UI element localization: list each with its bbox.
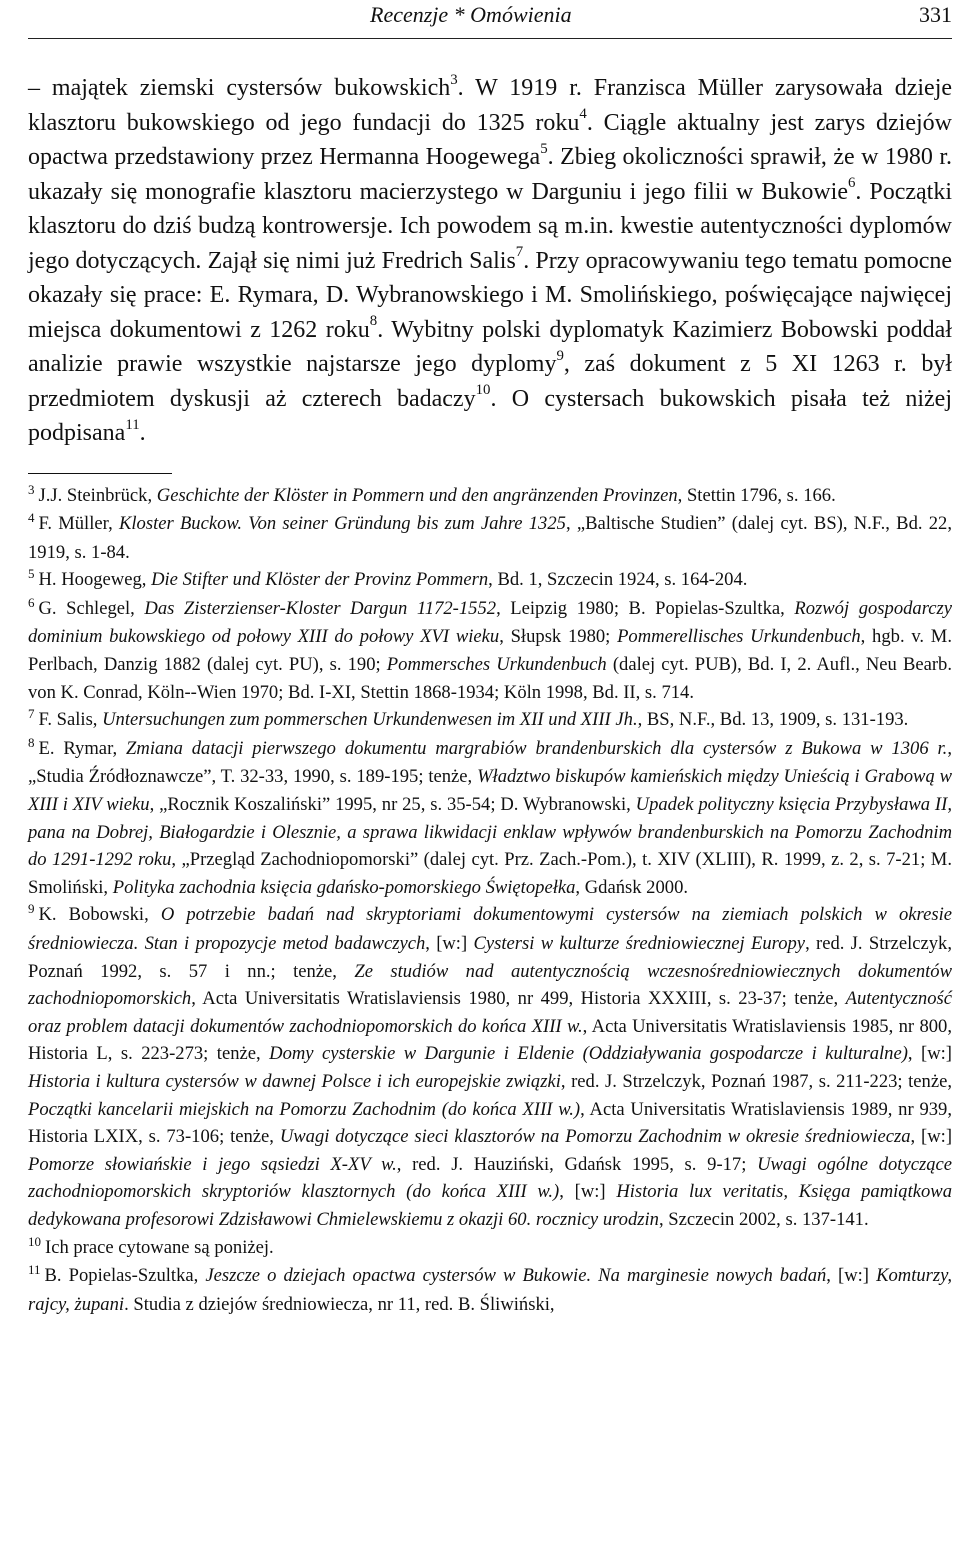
body-text-run: . Ciągle aktualny jest zarys dziejów opactwa przedstawiony przez Hermanna Hoogewega	[28, 109, 952, 170]
footnote-title: Rozwój gospodarczy dominium bukowskiego od połowy XIII do połowy XVI wieku	[28, 597, 953, 648]
body-text-run: . Zbieg okoliczności sprawił, że w 1980 r. ukazały się monografie klasztoru macierzystego w Darguniu i jego filii w Bukowie	[28, 144, 952, 205]
footnote-8	[28, 735, 952, 902]
footnote-title: Początki kancelarii miejskich na Pomorzu Zachodnim (do końca XIII w.)	[28, 1098, 581, 1120]
footnote-number: 9	[28, 901, 35, 917]
footnote-title: Ze studiów nad autentycznością wczesnośredniowiecznych dokumentów zachodniopomorskich	[28, 960, 952, 1010]
footnote-ref: 4	[579, 106, 587, 123]
footnote-number: 6	[28, 594, 35, 610]
footnote-title: Die Stifter und Klöster der Provinz Pommern	[151, 569, 489, 591]
footnote-ref: 6	[847, 175, 856, 192]
footnote-3	[28, 482, 952, 511]
footnote-title: Das Zisterzienser-Kloster Dargun 1172-1552	[144, 597, 497, 619]
footnote-text: H. Hoogeweg,	[38, 569, 152, 591]
footnote-text: , Słupsk 1980;	[499, 626, 618, 648]
footnote-text: (dalej cyt. PUB), Bd. I, 2. Aufl., Neu Bearb. von K. Conrad, Köln--Wien 1970; Bd. I-XI, Stettin 1868-1934; Köln 1998, Bd. II, s. 714.	[28, 654, 952, 703]
footnote-text: , [w:]	[826, 1265, 877, 1287]
footnote-ref: 7	[515, 244, 524, 261]
footnote-title: Historia lux veritatis, Księga pamiątkowa dedykowana profesorowi Zdzisławowi Chmielewskiemu z okazji 60. rocznicy urodzin	[28, 1181, 952, 1230]
footnote-text: , Bd. 1, Szczecin 1924, s. 164-204.	[488, 569, 748, 591]
footnote-text: , red. J. Strzelczyk, Poznań 1987, s. 211-223; tenże,	[560, 1070, 952, 1092]
footnote-text: , BS, N.F., Bd. 13, 1909, s. 131-193.	[637, 709, 909, 731]
main-text	[28, 71, 952, 451]
footnote-ref: 8	[369, 313, 378, 330]
body-text-run: – majątek ziemski cystersów bukowskich	[28, 75, 451, 101]
footnote-text: , red. J. Strzelczyk, Poznań 1992, s. 57 i nn.; tenże,	[28, 933, 952, 982]
document-page	[28, 0, 952, 1318]
footnote-text: , Acta Universitatis Wratislaviensis 1985, nr 800, Historia L, s. 223-273; tenże,	[28, 1015, 952, 1065]
footnote-text: J.J. Steinbrück,	[38, 484, 157, 506]
footnote-separator	[28, 473, 172, 474]
footnote-text: , Acta Universitatis Wratislaviensis 1989, nr 939, Historia LXIX, s. 73-106; tenże,	[28, 1098, 952, 1148]
footnote-text: G. Schlegel,	[38, 597, 145, 619]
footnote-text: , „Studia Źródłoznawcze”, T. 32-33, 1990, s. 189-195; tenże,	[28, 737, 952, 788]
body-text-run: , zaś dokument z 5 XI 1263 r. był przedmiotem dyskusji aż czterech badaczy	[28, 351, 952, 412]
footnote-title: Władztwo biskupów kamieńskich między Unieścią i Grabową w XIII i XIV wieku	[28, 766, 952, 816]
footnote-5	[28, 566, 952, 595]
footnote-title: Pommerellisches Urkundenbuch	[617, 626, 861, 648]
footnote-title: Historia i kultura cystersów w dawnej Polsce i ich europejskie związki	[28, 1070, 561, 1092]
footnote-10	[28, 1234, 952, 1263]
footnotes	[28, 482, 952, 1319]
footnote-title: Jeszcze o dziejach opactwa cystersów w Bukowie. Na marginesie nowych badań	[205, 1265, 827, 1287]
footnote-number: 10	[28, 1233, 41, 1249]
footnote-text: , [w:]	[559, 1181, 617, 1203]
footnote-ref: 10	[475, 382, 491, 399]
footnote-text: , Leipzig 1980; B. Popielas-Szultka,	[496, 597, 795, 619]
footnote-number: 8	[28, 734, 35, 750]
footnote-title: Pommersches Urkundenbuch	[386, 654, 607, 676]
footnote-ref: 5	[540, 140, 548, 157]
footnote-text: F. Müller,	[38, 513, 119, 535]
footnote-text: , [w:]	[907, 1043, 953, 1065]
body-paragraph	[28, 71, 952, 451]
body-text-run: . O cystersach bukowskich pisała też niżej podpisana	[28, 385, 952, 446]
footnote-text: K. Bobowski,	[38, 904, 161, 926]
footnote-title: Zmiana datacji pierwszego dokumentu margrabiów brandenburskich dla cystersów z Bukowa w 1306 r.	[126, 737, 948, 759]
footnote-title: Kloster Buckow. Von seiner Gründung bis zum Jahre 1325	[118, 513, 566, 535]
footnote-9	[28, 901, 952, 1233]
footnote-text: , Stettin 1796, s. 166.	[677, 484, 836, 506]
body-text-run: . Przy opracowywaniu tego tematu pomocne okazały się prace: E. Rymara, D. Wybranowskiego i M. Smolińskiego, poświęcające najwięcej miejsca dokumentowi z 1262 roku	[28, 247, 953, 343]
footnote-title: Cystersi w kulturze średniowiecznej Europy	[473, 933, 806, 954]
footnote-title: Pomorze słowiańskie i jego sąsiedzi X-XV w.	[28, 1153, 397, 1175]
footnote-title: Geschichte der Klöster in Pommern und den angränzenden Provinzen	[156, 484, 678, 506]
footnote-ref: 11	[125, 416, 140, 433]
footnote-title: Komturzy, rajcy, żupani	[28, 1265, 952, 1315]
body-text-run: . Początki klasztoru do dziś budzą kontrowersje. Ich powodem są m.in. kwestie autentyczności dyplomów jego dotyczących. Zajął się nimi już Fredrich Salis	[28, 178, 952, 274]
footnote-11	[28, 1262, 952, 1318]
footnote-title: Uwagi dotyczące sieci klasztorów na Pomorzu Zachodnim w okresie średniowiecza	[279, 1126, 911, 1148]
footnote-text: , [w:]	[910, 1126, 953, 1148]
footnote-title: O potrzebie badań nad skryptoriami dokumentowymi cystersów na ziemiach polskich w okresie średniowiecza. Stan i propozycje metod badawczych	[28, 904, 952, 954]
footnote-6	[28, 595, 952, 706]
footnote-ref: 3	[450, 71, 458, 88]
footnote-number: 11	[28, 1262, 41, 1278]
body-text-run: . Wybitny polski dyplomatyk Kazimierz Bobowski poddał analizie prawie wszystkie najstarsze jego dyplomy	[28, 316, 952, 377]
footnote-text: , Gdańsk 2000.	[575, 876, 689, 898]
running-title: Recenzje * Omówienia	[370, 2, 572, 27]
footnote-text: B. Popielas-Szultka,	[44, 1265, 206, 1287]
footnote-number: 5	[28, 566, 35, 582]
footnote-text: , „Rocznik Koszaliński” 1995, nr 25, s. 35-54; D. Wybranowski,	[149, 794, 636, 816]
footnote-number: 4	[28, 510, 35, 526]
footnote-4	[28, 510, 952, 566]
footnote-text: , Acta Universitatis Wratislaviensis 1980, nr 499, Historia XXXIII, s. 23-37; tenże,	[191, 988, 846, 1010]
footnote-text: . Studia z dziejów średniowiecza, nr 11, red. B. Śliwiński,	[124, 1293, 555, 1315]
footnote-text: , „Baltische Studien” (dalej cyt. BS), N.F., Bd. 22, 1919, s. 1-84.	[28, 513, 952, 563]
footnote-text: , Szczecin 2002, s. 137-141.	[658, 1208, 869, 1230]
footnote-text: F. Salis,	[38, 709, 103, 731]
footnote-text: E. Rymar,	[38, 737, 127, 759]
footnote-number: 7	[28, 706, 35, 722]
footnote-title: Autentyczność oraz problem datacji dokumentów zachodniopomorskich do końca XIII w.	[28, 988, 952, 1037]
footnote-number: 3	[28, 481, 35, 497]
footnote-text: , red. J. Hauziński, Gdańsk 1995, s. 9-17;	[396, 1153, 758, 1175]
footnote-text: , [w:]	[425, 933, 474, 954]
footnote-7	[28, 706, 952, 735]
body-text-run: .	[139, 420, 146, 446]
footnote-title: Uwagi ogólne dotyczące zachodniopomorskich skryptoriów klasztornych (do końca XIII w.)	[28, 1153, 952, 1203]
footnote-ref: 9	[556, 347, 564, 364]
running-header	[28, 0, 952, 39]
footnote-text: , hgb. v. M. Perlbach, Danzig 1882 (dalej cyt. PU), s. 190;	[28, 626, 952, 676]
footnote-title: Polityka zachodnia księcia gdańsko-pomorskiego Świętopełka	[112, 876, 576, 898]
footnote-text: , „Przegląd Zachodniopomorski” (dalej cyt. Prz. Zach.-Pom.), t. XIV (XLIII), R. 1999, z. 2, s. 7-21; M. Smoliński,	[28, 849, 952, 898]
body-text-run: . W 1919 r. Franzisca Müller zarysowała dzieje klasztoru bukowskiego od jego fundacji do 1325 roku	[28, 75, 953, 136]
footnote-text: Ich prace cytowane są poniżej.	[45, 1236, 274, 1258]
footnote-title: Untersuchungen zum pommerschen Urkundenwesen im XII und XIII Jh.	[102, 709, 638, 731]
footnote-title: Domy cysterskie w Dargunie i Eldenie (Oddziaływania gospodarcze i kulturalne)	[269, 1043, 908, 1065]
footnote-title: Upadek polityczny księcia Przybysława II, pana na Dobrej, Białogardzie i Olesznie, a sprawa likwidacji enklaw wpływów brandenburskich na Pomorzu Zachodnim do 1291-1292 roku	[28, 794, 952, 871]
page-number: 331	[919, 2, 952, 27]
